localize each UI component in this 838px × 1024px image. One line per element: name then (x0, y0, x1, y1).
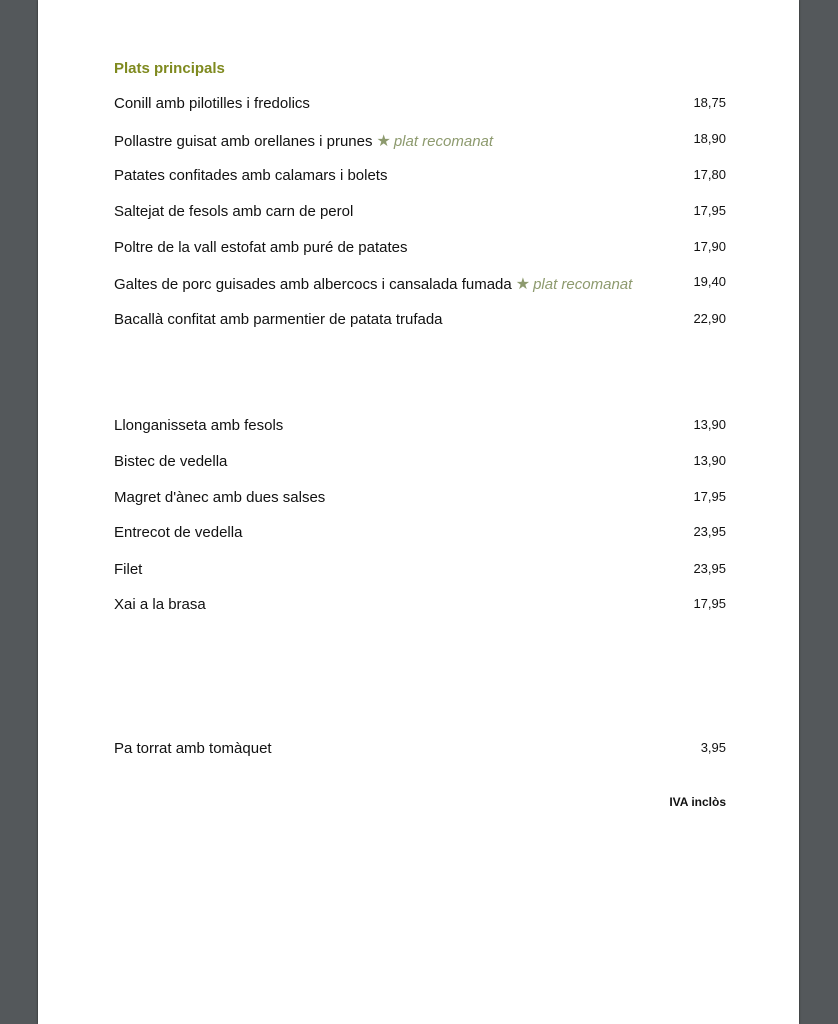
menu-item (114, 489, 726, 509)
dish-name: Magret d'ànec amb dues salses (114, 489, 326, 506)
dish-name: Llonganisseta amb fesols (114, 417, 284, 434)
dish-name: Conill amb pilotilles i fredolics (114, 95, 310, 112)
menu-item (114, 311, 726, 331)
dish-price: 23,95 (693, 524, 726, 539)
section-title: Plats principals (114, 60, 225, 77)
dish-name-wrapper (114, 131, 493, 151)
menu-item (114, 203, 726, 223)
dish-price: 13,90 (693, 453, 726, 468)
menu-item (114, 239, 726, 259)
dish-price: 17,90 (693, 239, 726, 254)
dish-name: Bistec de vedella (114, 453, 228, 470)
dish-name: Saltejat de fesols amb carn de perol (114, 203, 354, 220)
dish-price: 18,75 (693, 95, 726, 110)
dish-price: 18,90 (693, 131, 726, 146)
dish-price: 17,80 (693, 167, 726, 182)
dish-name: Patates confitades amb calamars i bolets (114, 167, 388, 184)
menu-item (114, 274, 726, 294)
menu-item (114, 417, 726, 437)
dish-price: 23,95 (693, 561, 726, 576)
dish-price: 3,95 (700, 740, 726, 755)
dish-price: 13,90 (693, 417, 726, 432)
menu-item (114, 561, 726, 581)
star-icon: ★ (376, 133, 391, 150)
menu-item (114, 453, 726, 473)
dish-price: 17,95 (693, 203, 726, 218)
menu-page (38, 0, 799, 1024)
dish-price: 17,95 (693, 489, 726, 504)
dish-name: Pollastre guisat amb orellanes i prunes (114, 133, 373, 150)
recommended-label: plat recomanat (393, 133, 494, 150)
dish-price: 17,95 (693, 596, 726, 611)
dish-name-wrapper (114, 274, 632, 294)
dish-price: 19,40 (693, 274, 726, 289)
dish-price: 22,90 (693, 311, 726, 326)
recommended-badge (376, 133, 493, 150)
dish-name: Xai a la brasa (114, 596, 206, 613)
dish-name: Filet (114, 561, 143, 578)
dish-name: Galtes de porc guisades amb albercocs i cansalada fumada (114, 276, 512, 293)
dish-name: Entrecot de vedella (114, 524, 243, 541)
menu-item (114, 740, 726, 760)
menu-item (114, 524, 726, 544)
recommended-badge (516, 276, 633, 293)
recommended-label: plat recomanat (533, 276, 633, 293)
vat-note: IVA inclòs (669, 795, 726, 809)
dish-name: Pa torrat amb tomàquet (114, 740, 272, 757)
menu-item (114, 131, 726, 151)
star-icon: ★ (515, 276, 531, 293)
menu-item (114, 596, 726, 616)
menu-item (114, 95, 726, 115)
menu-item (114, 167, 726, 187)
dish-name: Bacallà confitat amb parmentier de patata trufada (114, 311, 443, 328)
dish-name: Poltre de la vall estofat amb puré de patates (114, 239, 408, 256)
